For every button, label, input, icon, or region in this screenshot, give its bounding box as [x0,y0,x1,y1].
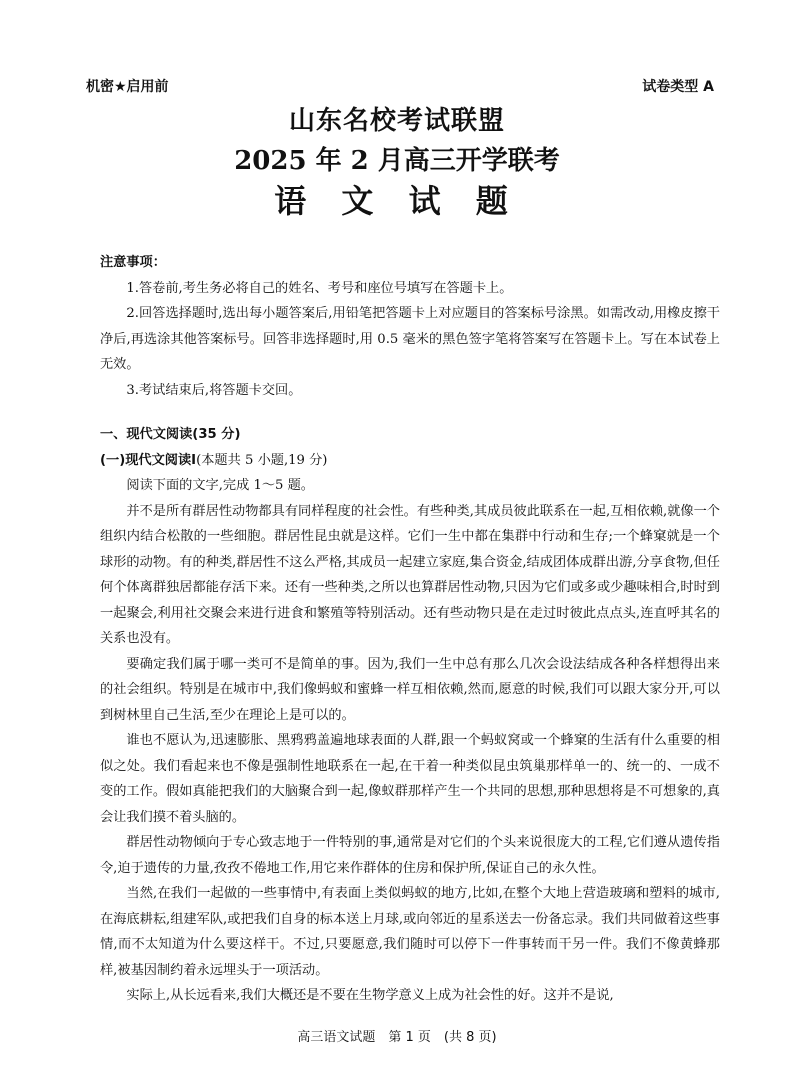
paper-type-label: 试卷类型 A [642,79,714,95]
notes-item: 1.答卷前,考生务必将自己的姓名、考号和座位号填写在答题卡上。 [126,280,513,296]
notes-heading: 注意事项： [100,255,166,270]
notes-item: 2.回答选择题时,选出每小题答案后,用铅笔把答题卡上对应题目的答案标号涂黑。如需改动,用橡皮擦干净后,再选涂其他答案标号。回答非选择题时,用 0.5 毫米的黑色签字笔将答案写在答题卡上。写在本试卷上无效。 [100,306,720,372]
exam-alliance-title: 山东名校考试联盟 [288,106,505,136]
confidential-label: 机密★启用前 [86,79,169,95]
subsection-title: (一)现代文阅读Ⅰ [100,452,197,468]
notes-item: 3.考试结束后,将答题卡交回。 [126,382,302,398]
passage-paragraph: 实际上,从长远看来,我们大概还是不要在生物学意义上成为社会性的好。这并不是说, [126,988,614,1003]
subsection-note: (本题共 5 小题,19 分) [196,452,328,468]
exam-body [100,250,720,1009]
section-heading: 一、现代文阅读(35 分) [100,427,241,442]
subsection-heading [100,448,720,474]
reading-instruction: 阅读下面的文字,完成 1～5 题。 [126,478,314,493]
exam-session-title: 2025 年 2 月高三开学联考 [234,146,560,176]
passage-paragraph: 并不是所有群居性动物都具有同样程度的社会性。有些种类,其成员彼此联系在一起,互相依赖,就像一个组织内结合松散的一些细胞。群居性昆虫就是这样。它们一生中都在集群中行动和生存;一个蜂窠就是一个球形的动物。有的种类,群居性不这么严格,其成员一起建立家庭,集合资金,结成团体成群出游,分享食物,但任何个体离群独居都能存活下来。还有一些种类,之所以也算群居性动物,只因为它们或多或少趣味相合,时时到一起聚会,利用社交聚会来进行进食和繁殖等特别活动。还有些动物只是在走过时彼此点点头,连直呼其名的关系也没有。 [100,503,720,646]
passage-paragraph: 要确定我们属于哪一类可不是简单的事。因为,我们一生中总有那么几次会设法结成各种各样想得出来的社会组织。特别是在城市中,我们像蚂蚁和蜜蜂一样互相依赖,然而,愿意的时候,我们可以跟大家分开,可以到树林里自己生活,至少在理论上是可以的。 [100,656,720,723]
passage-paragraph: 群居性动物倾向于专心致志地于一件特别的事,通常是对它们的个头来说很庞大的工程,它们遵从遗传指令,迫于遗传的力量,孜孜不倦地工作,用它来作群体的住房和保护所,保证自己的永久性。 [100,835,720,876]
subject-title: 语 文 试 题 [274,182,520,220]
page-footer: 高三语文试题 第 1 页 (共 8 页) [297,1030,497,1045]
passage-paragraph: 当然,在我们一起做的一些事情中,有表面上类似蚂蚁的地方,比如,在整个大地上营造玻璃和塑料的城市,在海底耕耘,组建军队,或把我们自身的标本送上月球,或向邻近的星系送去一份备忘录。我们共同做着这些事情,而不太知道为什么要这样干。不过,只要愿意,我们随时可以停下一件事转而干另一件。我们不像黄蜂那样,被基因制约着永远埋头于一项活动。 [100,886,720,978]
passage-paragraph: 谁也不愿认为,迅速膨胀、黑鸦鸦盖遍地球表面的人群,跟一个蚂蚁窝或一个蜂窠的生活有什么重要的相似之处。我们看起来也不像是强制性地联系在一起,在干着一种类似昆虫筑巢那样单一的、统一的、一成不变的工作。假如真能把我们的大脑聚合到一起,像蚁群那样产生一个共同的思想,那种思想将是不可想象的,真会让我们摸不着头脑的。 [100,733,720,825]
